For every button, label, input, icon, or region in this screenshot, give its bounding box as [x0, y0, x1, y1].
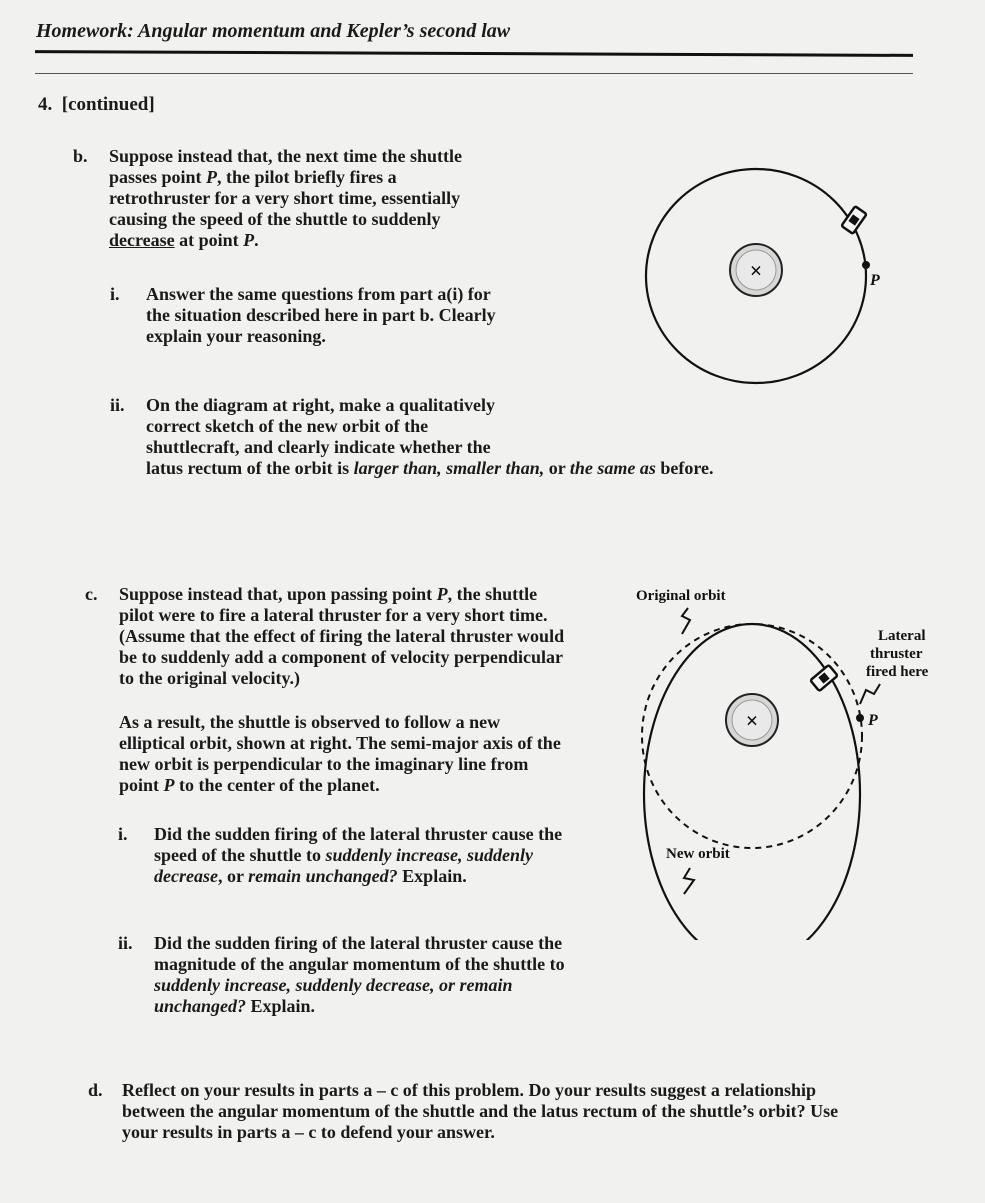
part-c-i-label: i.	[118, 824, 128, 844]
part-b-i-label: i.	[110, 284, 120, 304]
point-p-dot-bottom	[856, 714, 864, 722]
part-b-text: b. Suppose instead that, the next time the shuttle passes point P, the pilot briefly fires a retrothruster for a very short time, essentially causing the speed of the shuttle to suddenly decrease at point P.	[73, 146, 463, 250]
orbit-diagram-bottom	[580, 580, 960, 940]
shuttle-icon	[841, 206, 866, 234]
header-rule-thin	[35, 73, 913, 74]
part-c-i: i. Did the sudden firing of the lateral thruster cause the speed of the shuttle to suddenly increase, suddenly decrease, or remain unchanged? Explain.	[118, 824, 563, 886]
part-c-text: c. Suppose instead that, upon passing point P, the shuttle pilot were to fire a lateral thruster for a very short time. (Assume that the effect of firing the lateral thruster would be to suddenly add a component of velocity perpendicular to the original velocity.)	[85, 584, 565, 688]
original-orbit-label: Original orbit	[636, 588, 726, 604]
part-b-ii: ii. On the diagram at right, make a qualitatively correct sketch of the new orbit of the shuttlecraft, and clearly indicate whether the latus rectum of the orbit is larger than, smaller than, or the same as before.	[110, 395, 714, 478]
planet-center-mark-bottom: ×	[745, 708, 759, 733]
planet-top	[730, 244, 782, 296]
point-p-dot-top	[862, 261, 870, 269]
question-number: 4. [continued]	[38, 94, 155, 115]
part-c-ii: ii. Did the sudden firing of the lateral thruster cause the magnitude of the angular momentum of the shuttle to suddenly increase, suddenly decrease, or remain unchanged? Explain.	[118, 933, 565, 1016]
orbit-diagram-top	[630, 140, 890, 430]
part-b-ii-label: ii.	[110, 395, 125, 415]
part-b-i: i. Answer the same questions from part a(i) for the situation described here in part b. Clearly explain your reasoning.	[110, 284, 496, 346]
lateral-arrow	[860, 684, 880, 704]
lateral-label-1: Lateral	[878, 628, 926, 644]
part-c-result: As a result, the shuttle is observed to follow a new elliptical orbit, shown at right. The semi-major axis of the new orbit is perpendicular to the imaginary line from point P to the center of the planet.	[119, 712, 561, 795]
part-d-text: d. Reflect on your results in parts a – c of this problem. Do your results suggest a relationship between the angular momentum of the shuttle and the latus rectum of the shuttle’s orbit? Use your results in parts a – c to defend your answer.	[88, 1080, 839, 1142]
shuttle-icon-bottom	[810, 665, 837, 691]
part-c-label: c.	[85, 584, 98, 604]
point-p-label-bottom: P	[868, 712, 878, 729]
page-title: Homework: Angular momentum and Kepler’s second law	[36, 20, 511, 42]
lateral-label-3: fired here	[866, 664, 929, 680]
part-c-ii-label: ii.	[118, 933, 133, 953]
part-b-label: b.	[73, 146, 88, 166]
part-d-label: d.	[88, 1080, 103, 1100]
header-rule	[35, 50, 913, 57]
lateral-label-2: thruster	[870, 646, 923, 662]
point-p-label-top: P	[870, 272, 880, 289]
new-orbit-arrow	[684, 868, 694, 894]
original-orbit-arrow	[682, 608, 690, 634]
new-orbit-label: New orbit	[666, 846, 730, 862]
planet-bottom	[726, 694, 778, 746]
planet-center-mark: ×	[749, 258, 763, 283]
